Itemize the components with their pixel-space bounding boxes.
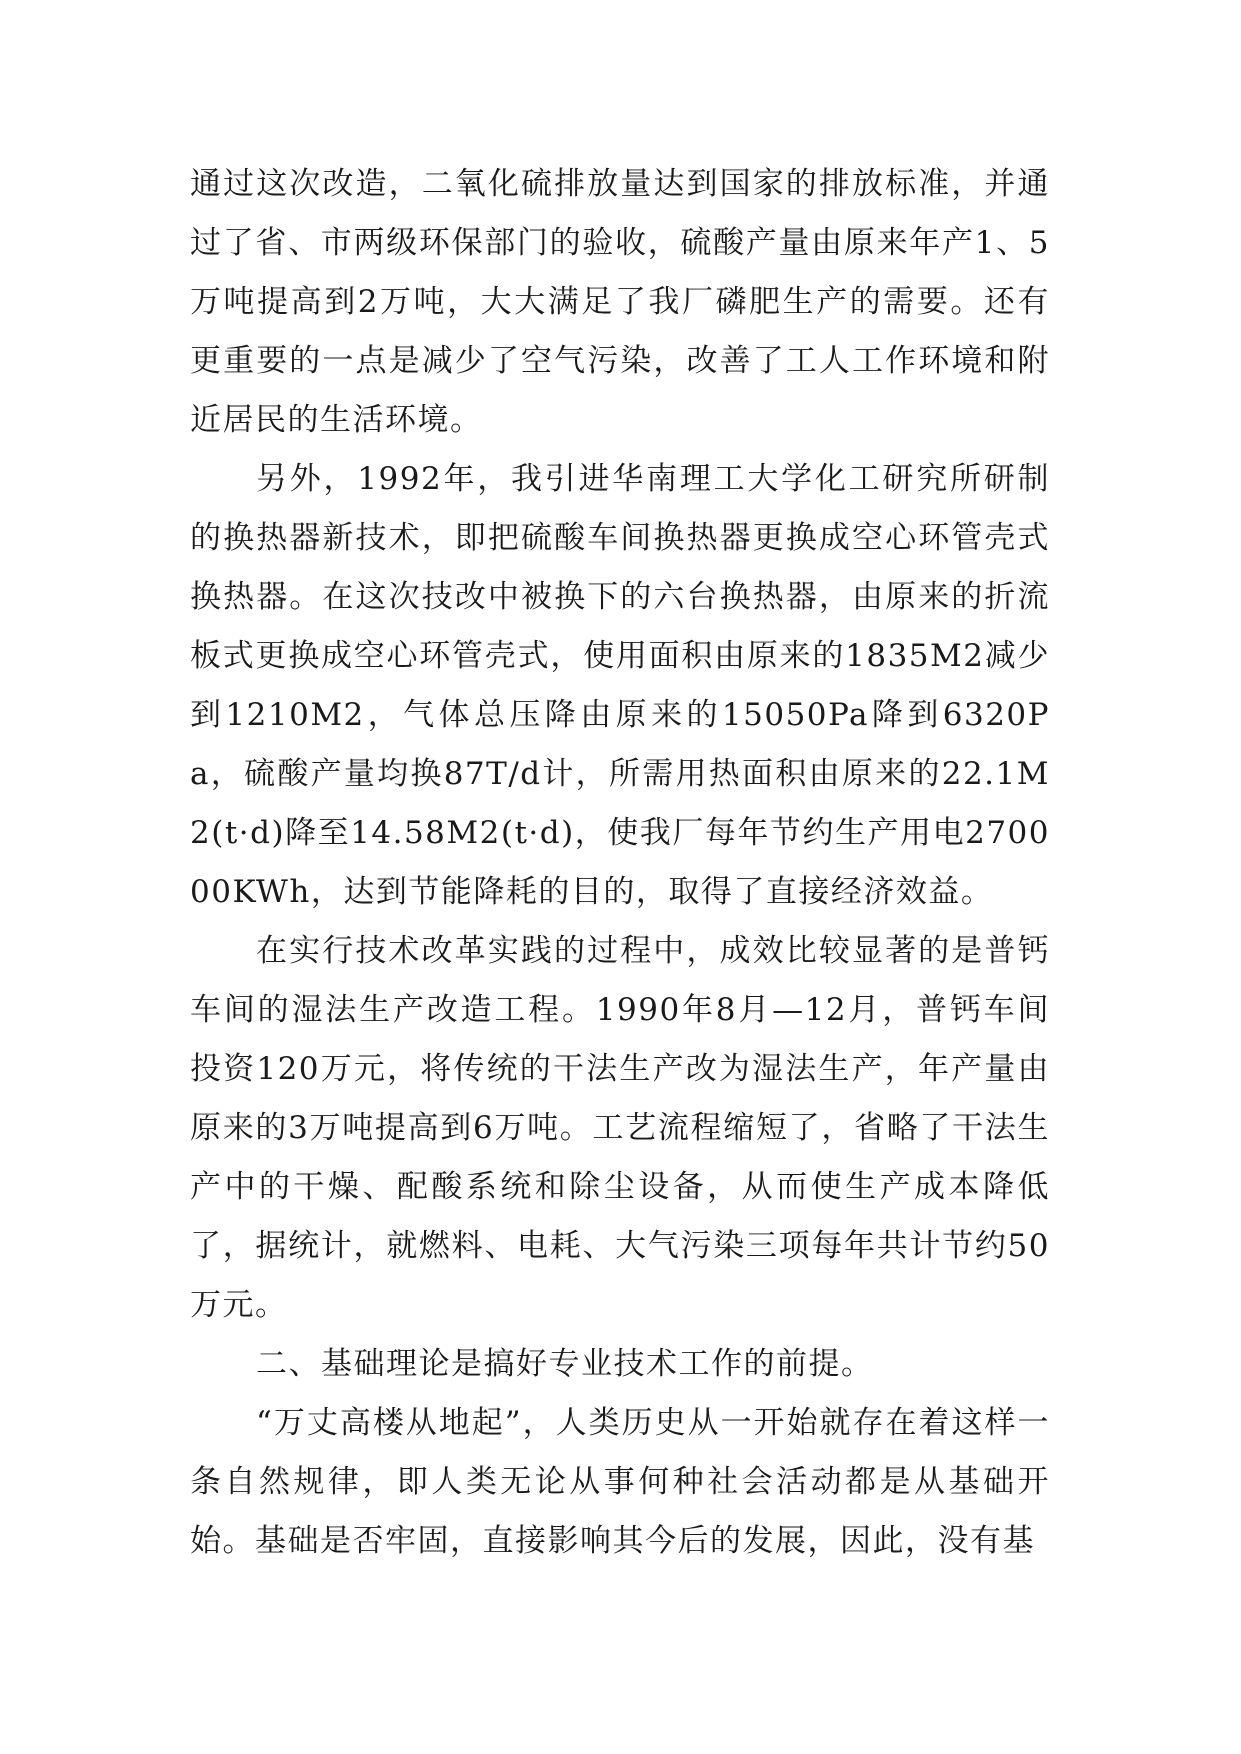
section-heading: 二、基础理论是搞好专业技术工作的前提。	[256, 1346, 874, 1382]
document-page	[190, 155, 1050, 1571]
paragraph-foundation: “万丈高楼从地起”，人类历史从一开始就存在着这样一条自然规律，即人类无论从事何种社会活动都是从基础开始。基础是否牢固，直接影响其今后的发展，因此，没有基	[190, 1405, 1050, 1559]
paragraph-wet-process: 在实行技术改革实践的过程中，成效比较显著的是普钙车间的湿法生产改造工程。1990年8月—12月，普钙车间投资120万元，将传统的干法生产改为湿法生产，年产量由原来的3万吨提高到6万吨。工艺流程缩短了，省略了干法生产中的干燥、配酸系统和除尘设备，从而使生产成本降低了，据统计，就燃料、电耗、大气污染三项每年共计节约50万元。	[190, 933, 1050, 1323]
paragraph-continuation: 通过这次改造，二氧化硫排放量达到国家的排放标准，并通过了省、市两级环保部门的验收，硫酸产量由原来年产1、5万吨提高到2万吨，大大满足了我厂磷肥生产的需要。还有更重要的一点是减少了空气污染，改善了工人工作环境和附近居民的生活环境。	[190, 166, 1050, 438]
paragraph-heat-exchanger: 另外，1992年，我引进华南理工大学化工研究所研制的换热器新技术，即把硫酸车间换热器更换成空心环管壳式换热器。在这次技改中被换下的六台换热器，由原来的折流板式更换成空心环管壳式，使用面积由原来的1835M2减少到1210M2，气体总压降由原来的15050Pa降到6320Pa，硫酸产量均换87T/d计，所需用热面积由原来的22.1M2(t·d)降至14.58M2(t·d)，使我厂每年节约生产用电270000KWh，达到节能降耗的目的，取得了直接经济效益。	[190, 461, 1050, 910]
